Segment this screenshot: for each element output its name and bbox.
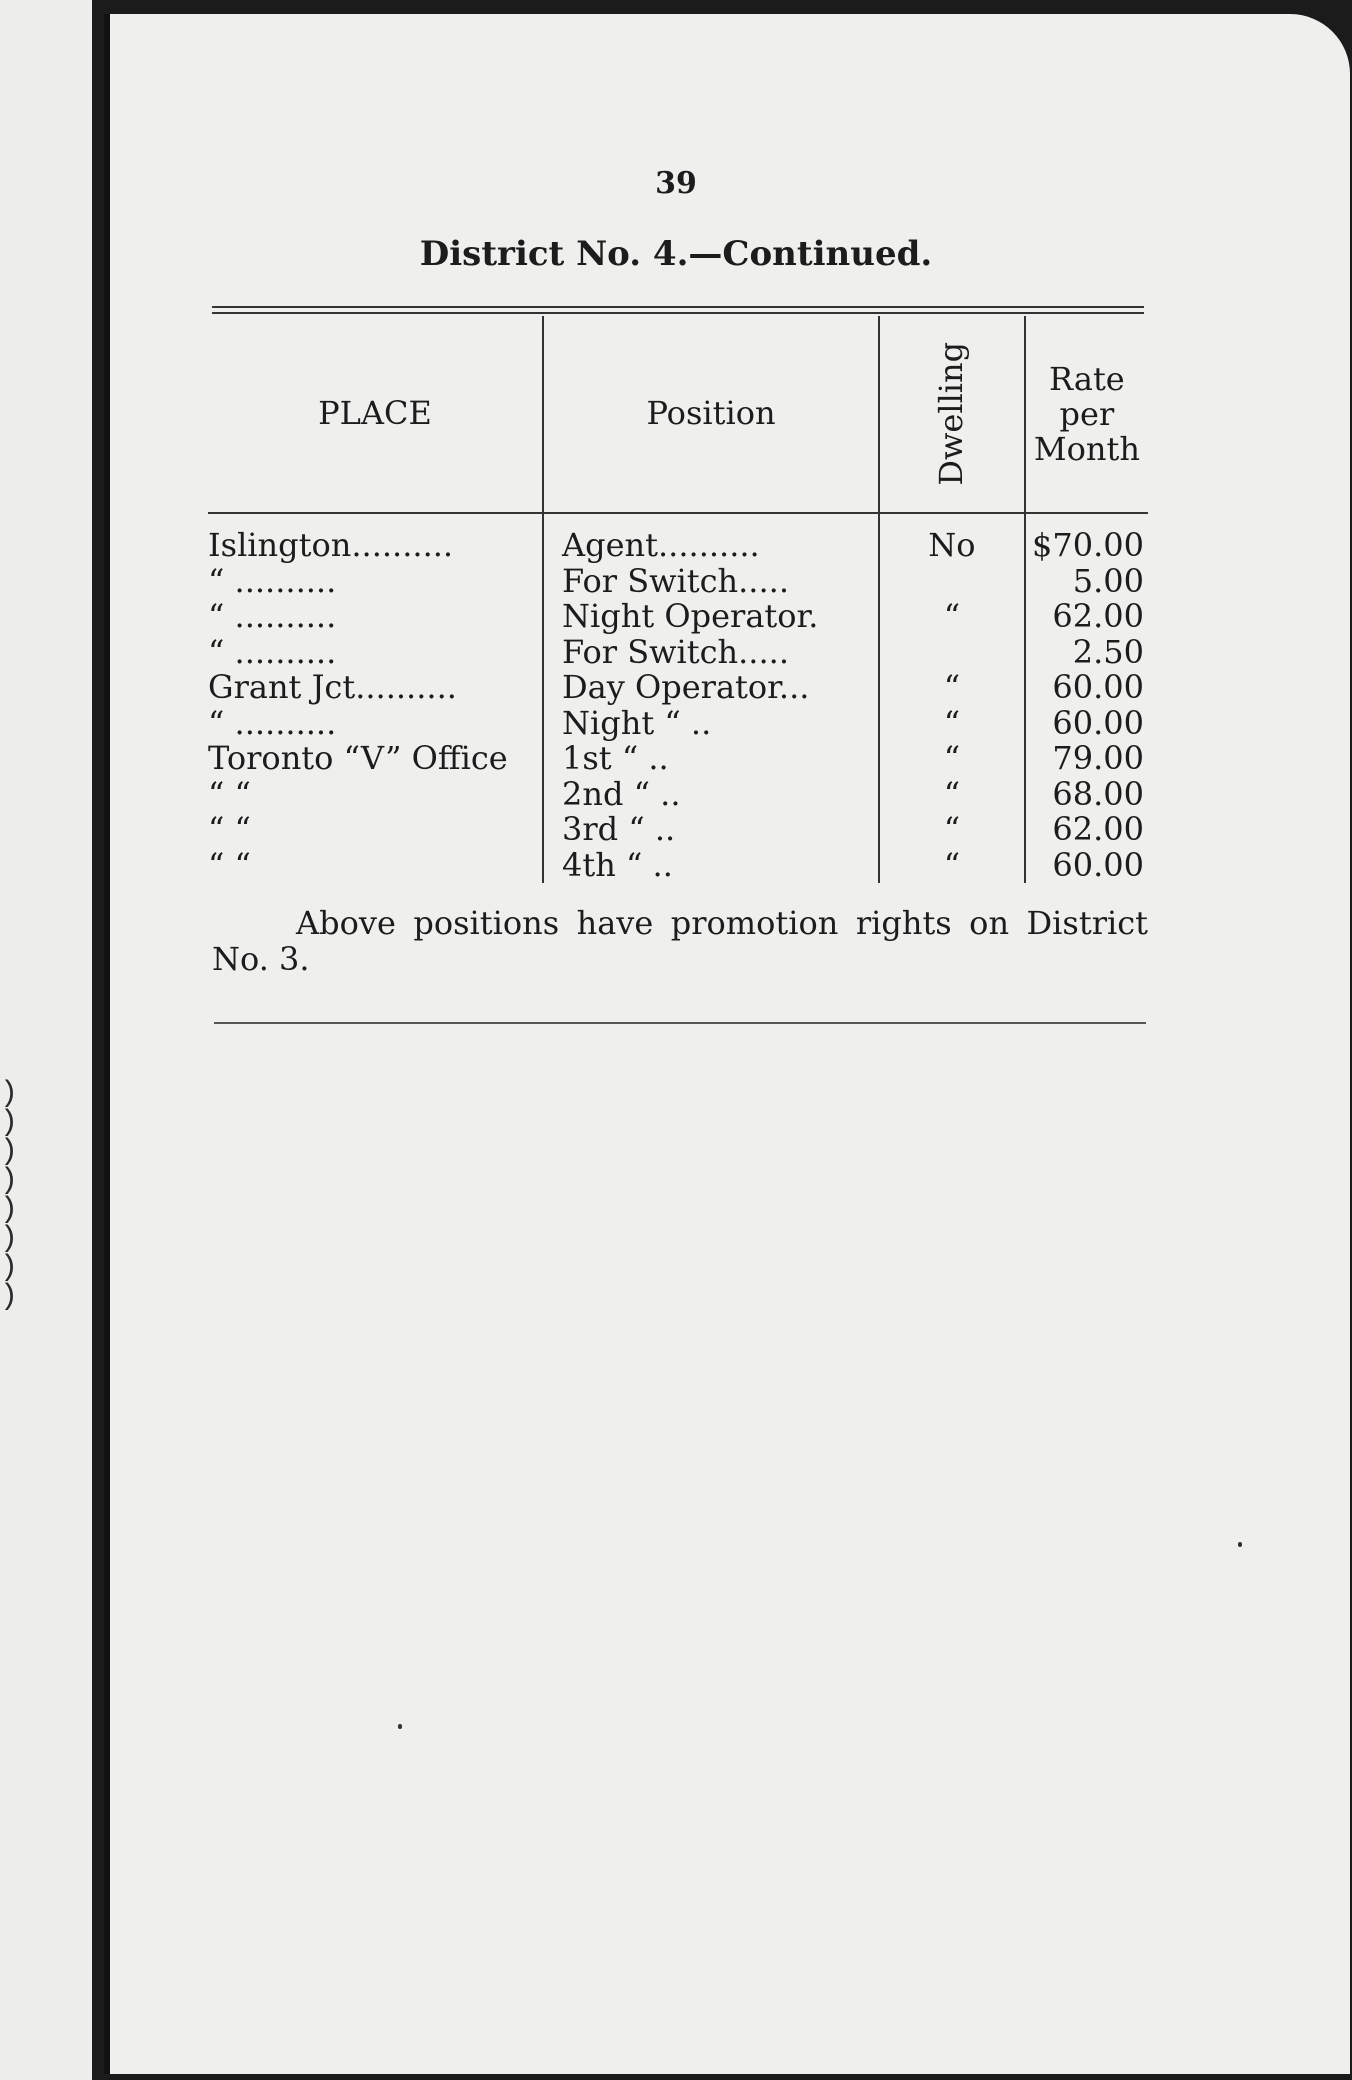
cell-dwelling: “ <box>879 777 1025 813</box>
table-row <box>208 741 1148 777</box>
promotion-note: Above positions have promotion rights on District No. 3. <box>212 904 1148 978</box>
cell-dwelling <box>879 564 1025 600</box>
header-rate <box>1025 316 1148 513</box>
cell-position: Night Operator. <box>543 599 879 635</box>
cell-position: For Switch..... <box>543 635 879 671</box>
cell-rate: 62.00 <box>1025 599 1148 635</box>
paper-speck <box>398 1724 402 1729</box>
paper-speck <box>1238 1542 1242 1547</box>
header-rate-line2: per <box>1059 394 1115 433</box>
cell-dwelling: No <box>879 513 1025 564</box>
cell-place: Grant Jct.......... <box>208 670 457 706</box>
cell-dwelling: “ <box>879 599 1025 635</box>
cell-dwelling: “ <box>879 741 1025 777</box>
cell-rate: 79.00 <box>1025 741 1148 777</box>
header-position: Position <box>543 316 879 513</box>
cell-rate: 62.00 <box>1025 812 1148 848</box>
cell-place: “ .......... <box>208 705 337 741</box>
header-dwelling <box>879 316 1025 513</box>
cell-dwelling <box>879 635 1025 671</box>
table-row <box>208 812 1148 848</box>
table-row <box>208 599 1148 635</box>
page-title: District No. 4.—Continued. <box>419 234 933 274</box>
cell-place: “ “ <box>208 812 251 848</box>
cell-dwelling: “ <box>879 812 1025 848</box>
header-dwelling-label: Dwelling <box>932 342 971 486</box>
cell-position: Night “ .. <box>543 706 879 742</box>
cell-position: 1st “ .. <box>543 741 879 777</box>
cell-place: “ .......... <box>208 599 337 635</box>
table-row <box>208 670 1148 706</box>
cell-position: For Switch..... <box>543 564 879 600</box>
cell-place: “ “ <box>208 847 251 883</box>
cell-rate: 60.00 <box>1025 848 1148 884</box>
table-row <box>208 635 1148 671</box>
header-place: PLACE <box>208 316 543 513</box>
cell-rate: 5.00 <box>1025 564 1148 600</box>
facing-page-edge <box>0 0 92 2080</box>
table-row <box>208 848 1148 884</box>
cell-place: Toronto “V” Office <box>208 741 508 777</box>
cell-rate: 2.50 <box>1025 635 1148 671</box>
cell-dwelling: “ <box>879 848 1025 884</box>
bottom-rule <box>214 1022 1146 1024</box>
table-header-row <box>208 316 1148 513</box>
cell-dwelling: “ <box>879 670 1025 706</box>
cell-position: 2nd “ .. <box>543 777 879 813</box>
cell-rate: 60.00 <box>1025 706 1148 742</box>
cell-rate: 68.00 <box>1025 777 1148 813</box>
header-rate-line3: Month <box>1033 429 1140 468</box>
cell-dwelling: “ <box>879 706 1025 742</box>
rates-table <box>208 316 1148 883</box>
table-row <box>208 777 1148 813</box>
cell-position: Agent.......... <box>543 513 879 564</box>
cell-position: 4th “ .. <box>543 848 879 884</box>
top-double-rule <box>212 306 1144 314</box>
table-row <box>208 706 1148 742</box>
cell-position: Day Operator... <box>543 670 879 706</box>
cell-place: “ .......... <box>208 563 337 599</box>
facing-page-text-fragment: ) ) ) ) ) ) ) ) <box>0 1077 19 1314</box>
cell-place: “ .......... <box>208 634 337 670</box>
page-number: 39 <box>655 166 697 201</box>
cell-rate: $70.00 <box>1025 513 1148 564</box>
table-row <box>208 513 1148 564</box>
cell-place: “ “ <box>208 776 251 812</box>
cell-place: Islington.......... <box>208 526 454 564</box>
header-rate-line1: Rate <box>1049 359 1125 398</box>
table-row <box>208 564 1148 600</box>
cell-rate: 60.00 <box>1025 670 1148 706</box>
cell-position: 3rd “ .. <box>543 812 879 848</box>
